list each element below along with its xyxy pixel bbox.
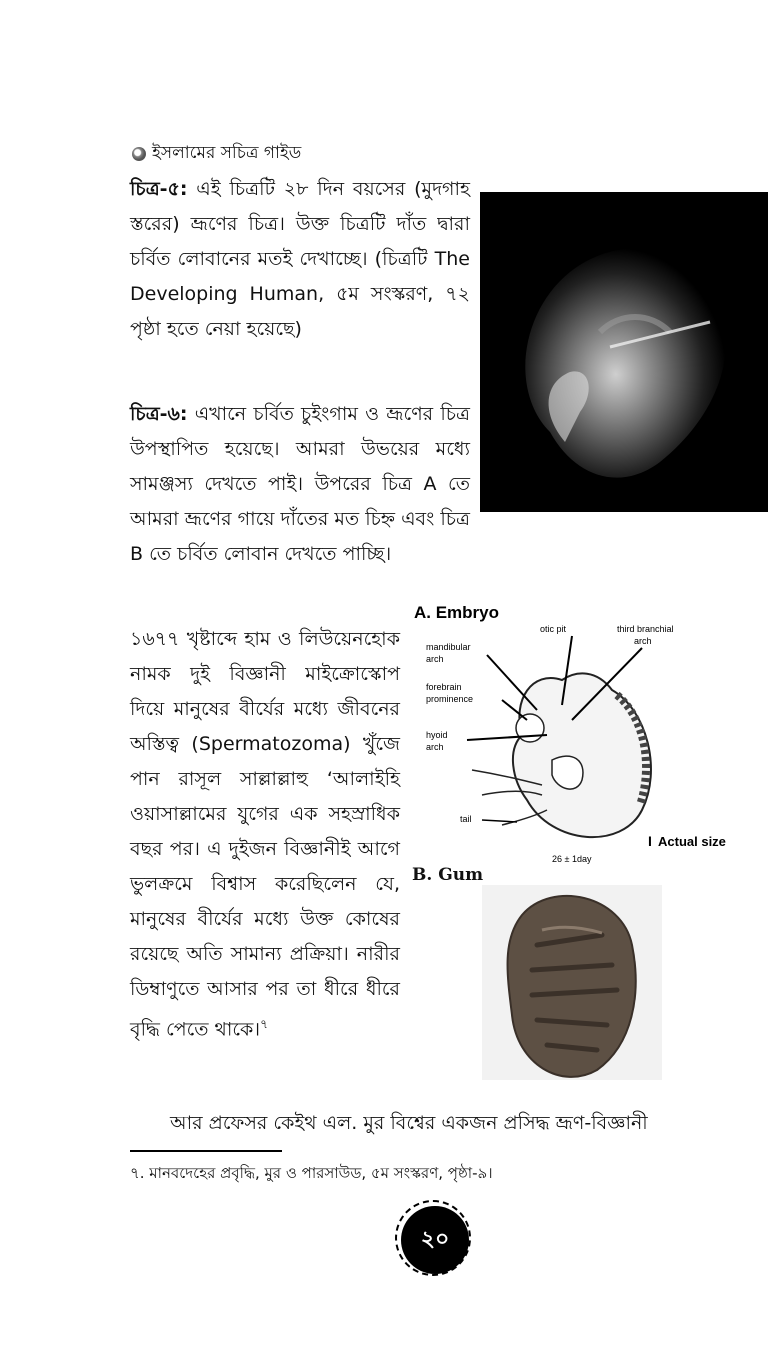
label-prominence: prominence bbox=[426, 694, 474, 704]
figure-5-text: এই চিত্রটি ২৮ দিন বয়সের (মুদগাহ স্তরের) ভ্রূণের চিত্র। উক্ত চিত্রটি দাঁত দ্বারা চর্বিত লোবানের মতই দেখাচ্ছে। (চিত্রটি The Developing Human, ৫ম সংস্করণ, ৭২ পৃষ্ঠা হতে নেয়া হয়েছে) bbox=[130, 178, 470, 340]
embryo-diagram bbox=[412, 600, 762, 865]
label-mandibular-arch: arch bbox=[426, 654, 444, 664]
figure-5-label: চিত্র-৫: bbox=[130, 178, 188, 200]
continuation-text: আর প্রফেসর কেইথ এল. মুর বিশ্বের একজন প্রসিদ্ধ ভ্রূণ-বিজ্ঞানী bbox=[170, 1112, 648, 1134]
paragraph-continuation bbox=[170, 1106, 770, 1141]
figure-6-text: এখানে চর্বিত চুইংগাম ও ভ্রূণের চিত্র উপস্থাপিত হয়েছে। আমরা উভয়ের মধ্যে সামঞ্জস্য দেখতে পাই। উপরের চিত্র A তে আমরা ভ্রূণের গায়ে দাঁতের মত চিহ্ন এবং চিত্র B তে চর্বিত লোবান দেখতে পাচ্ছি। bbox=[130, 403, 470, 565]
label-hyoid: hyoid bbox=[426, 730, 448, 740]
label-age: 26 ± 1day bbox=[552, 854, 592, 864]
running-header bbox=[132, 140, 301, 168]
figure-b-title: B. Gum bbox=[412, 865, 484, 885]
label-third-arch: arch bbox=[634, 636, 652, 646]
chewed-gum-photo bbox=[482, 885, 662, 1080]
label-tail: tail bbox=[460, 814, 472, 824]
figure-a-title: A. Embryo bbox=[414, 603, 500, 622]
page-number: ২০ bbox=[401, 1206, 469, 1274]
label-mandibular: mandibular bbox=[426, 642, 471, 652]
header-title: ইসলামের সচিত্র গাইড bbox=[152, 143, 302, 163]
paragraph-history bbox=[130, 622, 400, 1047]
embryo-photo bbox=[480, 192, 768, 512]
paragraph-figure-6 bbox=[130, 397, 470, 572]
label-third-branchial: third branchial bbox=[617, 624, 674, 634]
footnote-text: ৭. মানবদেহের প্রবৃদ্ধি, মুর ও পারসাউড, ৫ম সংস্করণ, পৃষ্ঠা-৯। bbox=[130, 1164, 493, 1182]
bullet-icon bbox=[132, 147, 146, 161]
svg-text:I: I bbox=[648, 833, 652, 849]
footnote-marker: ৭ bbox=[260, 1017, 268, 1031]
label-actual-size: Actual size bbox=[658, 834, 726, 849]
paragraph-figure-5 bbox=[130, 172, 470, 347]
label-forebrain: forebrain bbox=[426, 682, 462, 692]
figure-6-label: চিত্র-৬: bbox=[130, 403, 188, 425]
label-otic-pit: otic pit bbox=[540, 624, 567, 634]
label-hyoid-arch: arch bbox=[426, 742, 444, 752]
footnote-divider bbox=[130, 1150, 282, 1152]
history-text: ১৬৭৭ খৃষ্টাব্দে হাম ও লিউয়েনহোক নামক দুই বিজ্ঞানী মাইক্রোস্কোপ দিয়ে মানুষের বীর্যের মধ্যে জীবনের অস্তিত্ব (Spermatozoma) খুঁজে পান রাসূল সাল্লাল্লাহু ‘আলাইহি ওয়াসাল্লামের যুগের এক সহস্রাধিক বছর পর। এ দুইজন বিজ্ঞানীই আগে ভুলক্রমে বিশ্বাস করেছিলেন যে, মানুষের বীর্যের মধ্যে উক্ত কোষের রয়েছে অতি সামান্য প্রক্রিয়া। নারীর ডিম্বাণুতে আসার পর তা ধীরে ধীরে বৃদ্ধি পেতে থাকে। bbox=[130, 628, 400, 1041]
